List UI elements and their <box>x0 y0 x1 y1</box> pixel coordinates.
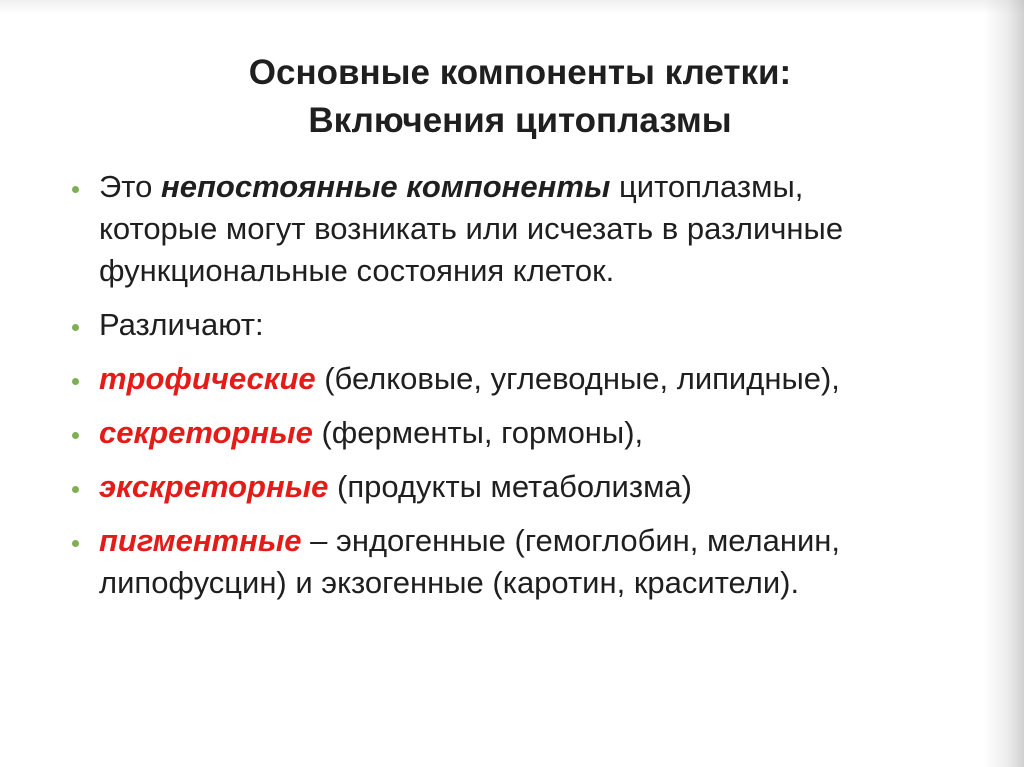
title-line-2: Включения цитоплазмы <box>308 101 732 140</box>
title-line-1: Основные компоненты клетки: <box>248 53 792 92</box>
bullet-list <box>72 166 902 616</box>
bullet-text: (белковые, углеводные, липидные), <box>315 361 840 396</box>
bullet-dot-icon <box>72 378 79 385</box>
bullet-emphasis: непостоянные компоненты <box>161 169 611 204</box>
bullet-term: пигментные <box>99 523 302 558</box>
slide-right-shadow <box>984 0 1024 767</box>
bullet-term: экскреторные <box>99 469 329 504</box>
bullet-dot-icon <box>72 432 79 439</box>
bullet-pigment <box>72 520 902 604</box>
bullet-text: (продукты метаболизма) <box>328 469 692 504</box>
bullet-text: цитоплазмы, которые могут возникать или исчезать в различные функциональные состояния клеток. <box>99 169 844 288</box>
bullet-text: (ферменты, гормоны), <box>312 415 644 450</box>
bullet-dot-icon <box>72 186 79 193</box>
bullet-term: трофические <box>99 361 316 396</box>
bullet-prefix: Это <box>99 169 161 204</box>
bullet-excretory <box>72 466 902 508</box>
slide-top-shadow <box>0 0 1024 14</box>
bullet-trophic <box>72 358 902 400</box>
bullet-term: секреторные <box>99 415 313 450</box>
bullet-definition <box>72 166 902 292</box>
bullet-dot-icon <box>72 324 79 331</box>
bullet-distinguish <box>72 304 902 346</box>
bullet-dot-icon <box>72 486 79 493</box>
bullet-dot-icon <box>72 540 79 547</box>
bullet-secretory <box>72 412 902 454</box>
bullet-text: Различают: <box>99 307 264 342</box>
slide-title <box>140 49 900 145</box>
bullet-text: – эндогенные (гемоглобин, меланин, липофусцин) и экзогенные (каротин, красители). <box>99 523 841 600</box>
